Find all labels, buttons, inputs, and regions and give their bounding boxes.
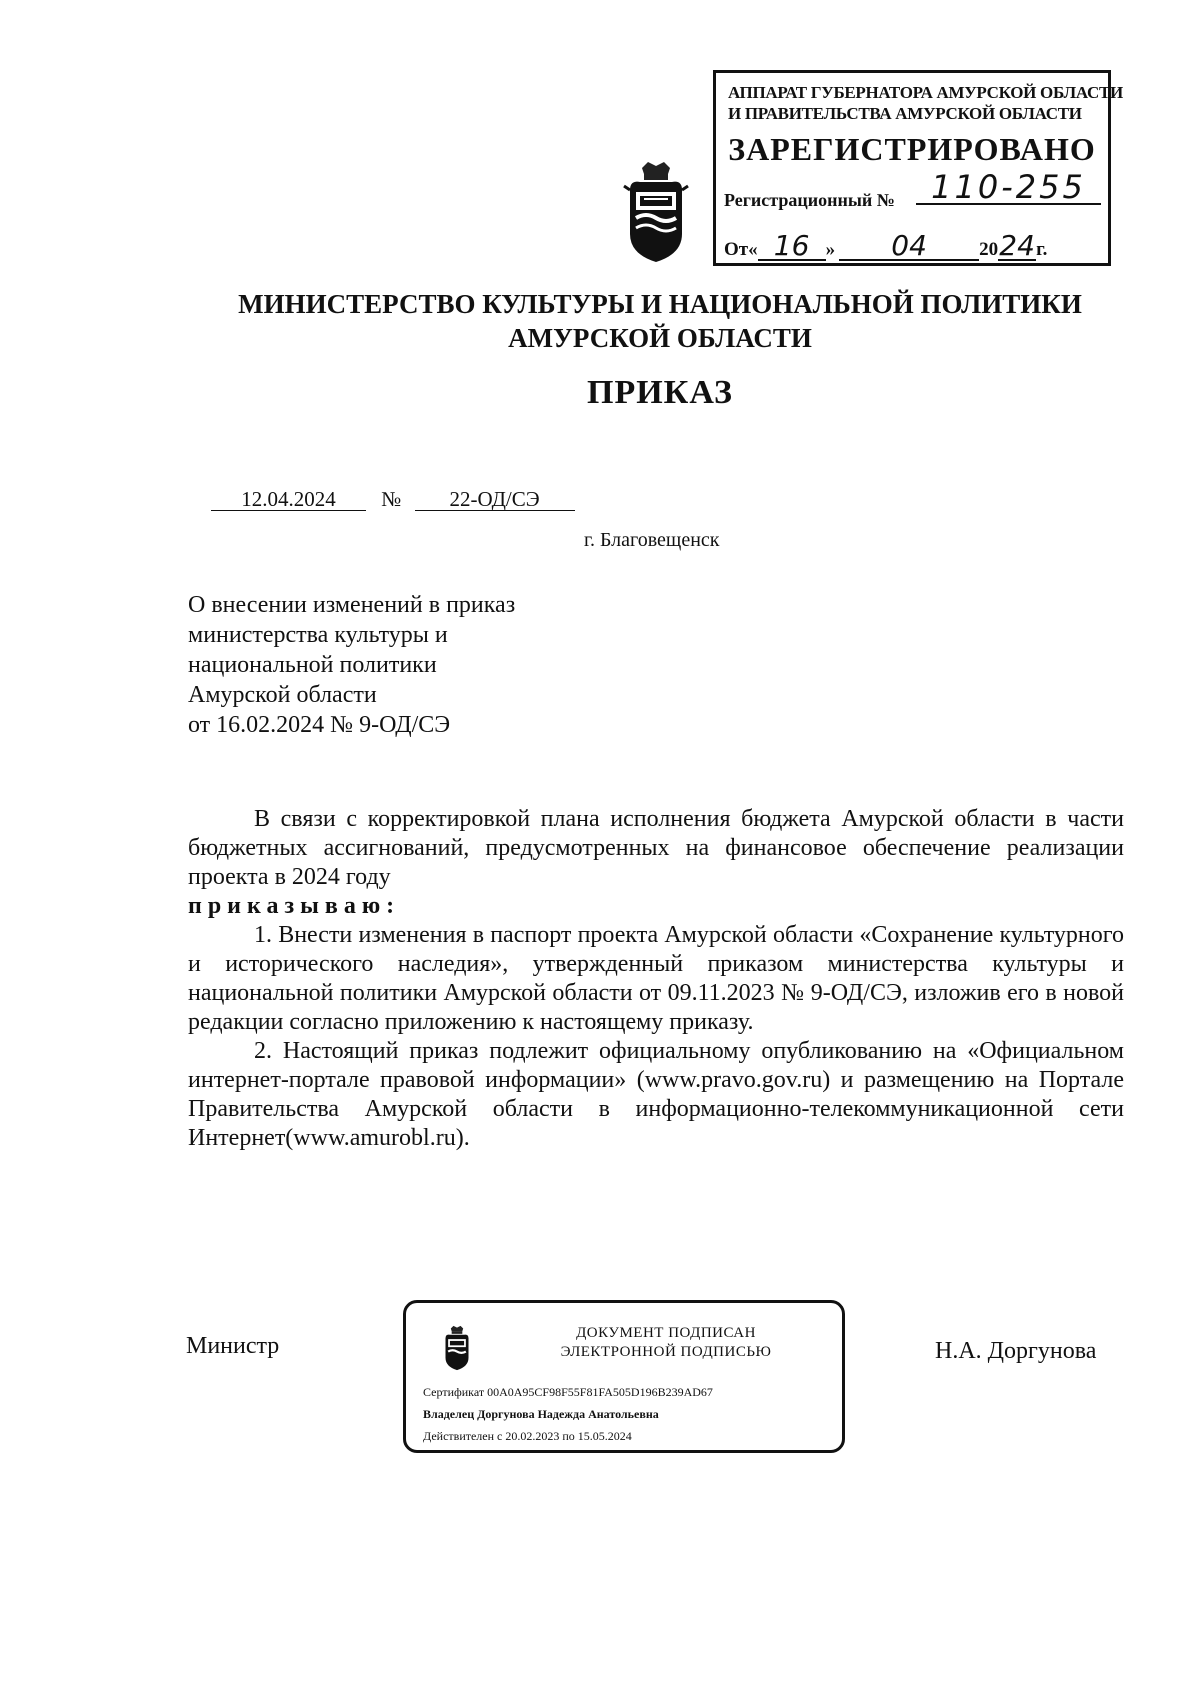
subject-line: министерства культуры и	[188, 622, 448, 648]
stamp-date-suffix: г.	[1036, 239, 1048, 260]
registration-stamp	[713, 70, 1123, 266]
stamp-date-month: 04	[839, 233, 979, 261]
esig-details	[423, 1381, 713, 1447]
orders-word: приказываю:	[188, 893, 401, 919]
subject-line: национальной политики	[188, 652, 437, 678]
signer-name: Н.А. Доргунова	[935, 1338, 1097, 1364]
order-item-2: 2. Настоящий приказ подлежит официальному опубликованию на «Официальном интернет-портале правовой информации» (www.pravo.gov.ru) и размещению на Портале Правительства Амурской области в информационно-телекоммуникационной сети Интернет(www.amurobl.ru).	[188, 1038, 1124, 1151]
stamp-date-prefix: От«	[724, 239, 758, 260]
preamble-paragraph: В связи с корректировкой плана исполнения бюджета Амурской области в части бюджетных ассигнований, предусмотренных на финансовое обеспечение реализации проекта в 2024 году	[188, 806, 1124, 890]
order-date-number	[211, 487, 575, 512]
esig-emblem-icon	[439, 1325, 475, 1371]
esig-title-line1: ДОКУМЕНТ ПОДПИСАН	[576, 1325, 756, 1341]
stamp-date	[724, 229, 1048, 262]
esig-title-line2: ЭЛЕКТРОННОЙ ПОДПИСЬЮ	[560, 1344, 772, 1360]
signer-position: Министр	[186, 1333, 280, 1359]
subject-line: от 16.02.2024 № 9-ОД/СЭ	[188, 712, 451, 738]
order-number-label: №	[381, 487, 402, 511]
ministry-heading	[0, 287, 1200, 355]
subject-line: Амурской области	[188, 682, 377, 708]
electronic-signature-stamp	[403, 1300, 845, 1453]
stamp-title: ЗАРЕГИСТРИРОВАНО	[728, 131, 1096, 167]
stamp-number-value: 110-255	[916, 169, 1101, 205]
order-subject	[188, 590, 515, 740]
stamp-date-sep: »	[825, 239, 836, 260]
stamp-date-year-prefix: 20	[979, 239, 999, 260]
subject-line: О внесении изменений в приказ	[188, 592, 516, 618]
esig-certificate: Сертификат 00A0A95CF98F55F81FA505D196B239AD67	[423, 1385, 713, 1399]
esig-validity: Действителен с 20.02.2023 по 15.05.2024	[423, 1429, 632, 1443]
stamp-date-year-suffix: 24	[999, 229, 1035, 262]
stamp-number-label: Регистрационный №	[724, 190, 895, 210]
order-item-1: 1. Внести изменения в паспорт проекта Амурской области «Сохранение культурного и исторического наследия», утвержденный приказом министерства культуры и национальной политики Амурской области от 09.11.2023 № 9-ОД/СЭ, изложив его в новой редакции согласно приложению к настоящему приказу.	[188, 922, 1124, 1035]
stamp-org-line1: АППАРАТ ГУБЕРНАТОРА АМУРСКОЙ ОБЛАСТИ	[728, 83, 1123, 102]
order-date: 12.04.2024	[211, 488, 366, 511]
stamp-date-day: 16	[758, 233, 826, 261]
esig-title	[506, 1324, 826, 1362]
coat-of-arms-emblem	[620, 160, 692, 264]
document-type-title: ПРИКАЗ	[587, 374, 733, 411]
ministry-line1: МИНИСТЕРСТВО КУЛЬТУРЫ И НАЦИОНАЛЬНОЙ ПОЛИТИКИ	[238, 289, 1082, 319]
ministry-line2: АМУРСКОЙ ОБЛАСТИ	[508, 323, 812, 353]
esig-owner: Владелец Доргунова Надежда Анатольевна	[423, 1407, 659, 1421]
order-body	[188, 805, 1124, 1153]
stamp-org-line2: И ПРАВИТЕЛЬСТВА АМУРСКОЙ ОБЛАСТИ	[728, 104, 1082, 123]
order-number: 22-ОД/СЭ	[415, 488, 575, 511]
order-city: г. Благовещенск	[584, 529, 720, 551]
